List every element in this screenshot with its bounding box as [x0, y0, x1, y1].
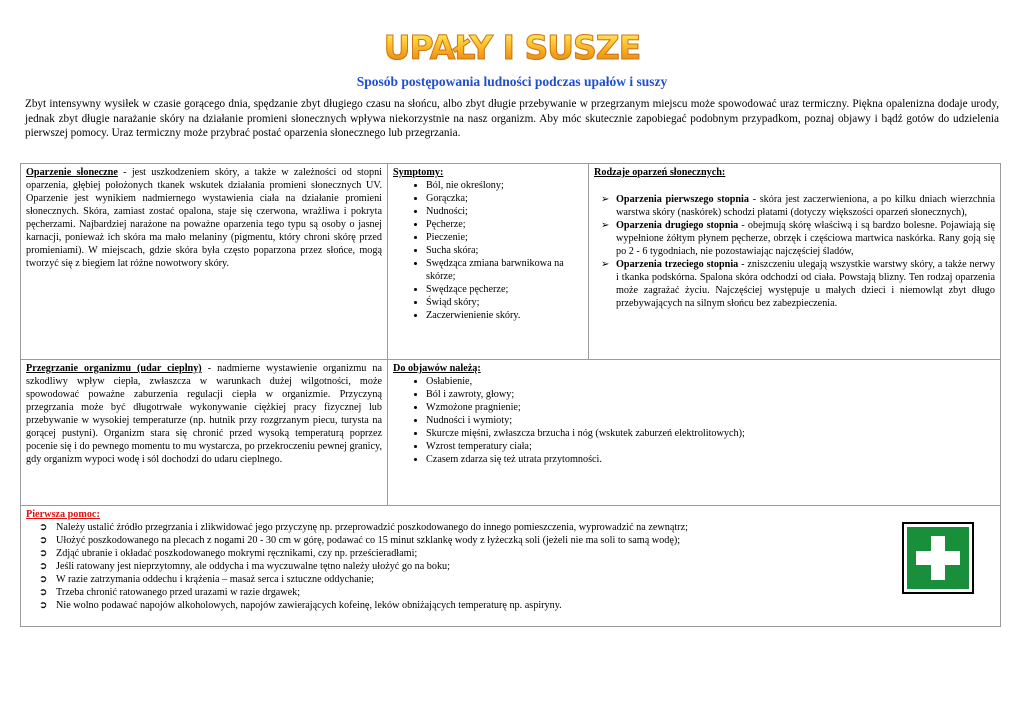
sunburn-row	[21, 164, 1001, 360]
list-item: • Nudności i wymioty;	[426, 414, 995, 427]
list-item: ➲ W razie zatrzymania oddechu i krążenia – masaż serca i sztuczne oddychanie;	[39, 574, 375, 585]
list-item: • Pęcherze;	[426, 218, 583, 231]
circle-arrow-icon: ➲	[39, 522, 48, 533]
arrow-bullet-icon: ➢	[601, 220, 610, 231]
symptoms-list	[393, 179, 583, 322]
list-item	[601, 258, 995, 310]
burn-type-text: - obejmują skórę właściwą i są bardzo bolesne. Pojawiają się wypełnione żółtym płynem pęcherze, obrzęk i częściowa martwica naskórka. Rany goją się po 2 - 6 tygodniach, nie pozostawiając najczęściej śladów,	[616, 220, 995, 257]
list-item: • Skurcze mięśni, zwłaszcza brzucha i nóg (wskutek zaburzeń elektrolitowych);	[426, 427, 995, 440]
circle-arrow-icon: ➲	[39, 561, 48, 572]
overheating-symptoms-list	[393, 375, 995, 466]
burn-types-heading: Rodzaje oparzeń słonecznych:	[594, 167, 726, 178]
sunburn-term: Oparzenie słoneczne	[26, 167, 118, 178]
sunburn-cell	[21, 164, 388, 360]
list-item: • Swędząca zmiana barwnikowa na skórze;	[426, 257, 583, 283]
list-item: • Wzmożone pragnienie;	[426, 401, 995, 414]
symptoms-heading: Symptomy:	[393, 167, 444, 178]
first-aid-heading: Pierwsza pomoc:	[26, 509, 100, 520]
list-item: • Sucha skóra;	[426, 244, 583, 257]
first-aid-list	[26, 521, 995, 612]
list-item: ➲ Trzeba chronić ratowanego przed urazami w razie drgawek;	[39, 587, 301, 598]
symptoms-cell	[388, 164, 589, 360]
circle-arrow-icon: ➲	[39, 587, 48, 598]
overheating-symptoms-cell	[388, 360, 1001, 506]
arrow-bullet-icon: ➢	[601, 259, 610, 270]
burn-types-cell	[589, 164, 1001, 360]
overheating-cell	[21, 360, 388, 506]
burn-type-term: Oparzenia trzeciego stopnia	[616, 259, 739, 270]
list-item	[601, 193, 995, 219]
burn-type-text: - zniszczeniu ulegają wszystkie warstwy skóry, a także nerwy i tkanka podskórna. Spalona skóra odchodzi od ciała. Powstają blizny. Ten rodzaj oparzenia może zagrażać życiu. Najczęściej występuje u małych dzieci i niemowląt zbyt długo przebywających na silnym słońcu bez zabezpieczenia.	[616, 259, 995, 309]
list-item: ➲ Nie wolno podawać napojów alkoholowych, napojów zawierających kofeinę, leków obniżających temperaturę np. aspiryny.	[39, 600, 562, 611]
overheating-text: - nadmierne wystawienie organizmu na szkodliwy wpływ ciepła, zwłaszcza w warunkach dużej wilgotności, może spowodować poważne zaburzenia regulacji ciepła w organizmie. Przyczyną przegrzania może być długotrwałe wykonywanie ciężkiej pracy fizycznej lub przebywanie w wysokiej temperaturze (np. hutnik przy rozgrzanym piecu, turysta na gorącej pustyni). Organizm stara się chronić przed wysoką temperaturą poprzez pocenie się i do pewnego momentu to mu wystarcza, po przekroczeniu pewnej granicy, gdy organizm wypoci wodę i sól dochodzi do udaru cieplnego.	[26, 363, 382, 465]
list-item: • Wzrost temperatury ciała;	[426, 440, 995, 453]
overheating-symptoms-heading: Do objawów należą:	[393, 363, 481, 374]
list-item: • Świąd skóry;	[426, 296, 583, 309]
sunburn-text: - jest uszkodzeniem skóry, a także w zależności od stopni oparzenia, głębiej położonych tkanek wskutek działania promieni słonecznych UV. Oparzenie jest wynikiem nadmiernego wystawienia ciała na działanie promieni słonecznych. Skóra, zamiast zostać opalona, staje się czerwona, wrażliwa i pokryta pęcherzami. Najbardziej narażone na poważne oparzenia tego typu są osoby o jasnej karnacji, ponieważ ich skóra ma mało melaniny (pigmentu, który chroni skórę przed promieniami). W miejscach, gdzie skóra była często poparzona przez słońce, mogą tworzyć się z biegiem lat różne nowotwory skóry.	[26, 167, 382, 269]
circle-arrow-icon: ➲	[39, 535, 48, 546]
list-item: ➲ Należy ustalić źródło przegrzania i zlikwidować jego przyczynę np. przeprowadzić poszkodowanego do innego pomieszczenia, wyprowadzić na zewnątrz;	[39, 522, 688, 533]
list-item: • Ból i zawroty, głowy;	[426, 388, 995, 401]
overheating-term: Przegrzanie organizmu (udar cieplny)	[26, 363, 202, 374]
cross-background	[907, 527, 969, 589]
cross-horizontal-bar	[916, 551, 960, 565]
list-item: • Ból, nie określony;	[426, 179, 583, 192]
list-item: ➲ Ułożyć poszkodowanego na plecach z nogami 20 - 30 cm w górę, podawać co 15 minut szklankę wody z łyżeczką soli (jeżeli nie ma soli to samą wodę);	[39, 535, 681, 546]
list-item: ➲ Zdjąć ubranie i okładać poszkodowanego mokrymi ręcznikami, czy np. prześcieradłami;	[39, 548, 418, 559]
circle-arrow-icon: ➲	[39, 548, 48, 559]
list-item	[601, 219, 995, 258]
burn-type-term: Oparzenia pierwszego stopnia	[616, 194, 749, 205]
list-item: • Gorączka;	[426, 192, 583, 205]
burn-type-text: - skóra jest zaczerwieniona, a po kilku dniach wierzchnia warstwa skóry (naskórek) schodzi płatami (dotyczy większości oparzeń słonecznych),	[616, 194, 995, 218]
list-item: ➲ Jeśli ratowany jest nieprzytomny, ale oddycha i ma wyczuwalne tętno należy ułożyć go na boku;	[39, 561, 450, 572]
first-aid-cell	[21, 506, 1001, 627]
first-aid-row	[21, 506, 1001, 627]
list-item: • Pieczenie;	[426, 231, 583, 244]
burn-type-term: Oparzenia drugiego stopnia	[616, 220, 739, 231]
arrow-bullet-icon: ➢	[601, 194, 610, 205]
first-aid-cross-icon	[902, 522, 974, 594]
page-subtitle: Sposób postępowania ludności podczas upałów i suszy	[356, 74, 668, 89]
intro-paragraph: Zbyt intensywny wysiłek w czasie gorącego dnia, spędzanie zbyt długiego czasu na słońcu, albo zbyt długie przebywanie w przegrzanym miejscu może spowodować uraz termiczny. Piękna opalenizna dodaje urody, jednak zbyt długie narażanie skóry na działanie promieni słonecznych wpływa niekorzystnie na nasz organizm. Aby móc skutecznie zapobiegać podobnym przypadkom, poznaj objawy i bądź gotów do udzielenia pierwszej pomocy. Uraz termiczny może przybrać postać oparzenia słonecznego lub przegrzania.	[25, 98, 999, 139]
list-item: • Swędzące pęcherze;	[426, 283, 583, 296]
overheating-row	[21, 360, 1001, 506]
list-item: • Nudności;	[426, 205, 583, 218]
circle-arrow-icon: ➲	[39, 600, 48, 611]
circle-arrow-icon: ➲	[39, 574, 48, 585]
list-item: • Zaczerwienienie skóry.	[426, 309, 583, 322]
list-item: • Osłabienie,	[426, 375, 995, 388]
list-item: • Czasem zdarza się też utrata przytomności.	[426, 453, 995, 466]
page-banner-title: UPAŁY I SUSZE	[383, 28, 641, 67]
burn-types-list	[594, 193, 995, 310]
info-table	[20, 163, 1001, 627]
